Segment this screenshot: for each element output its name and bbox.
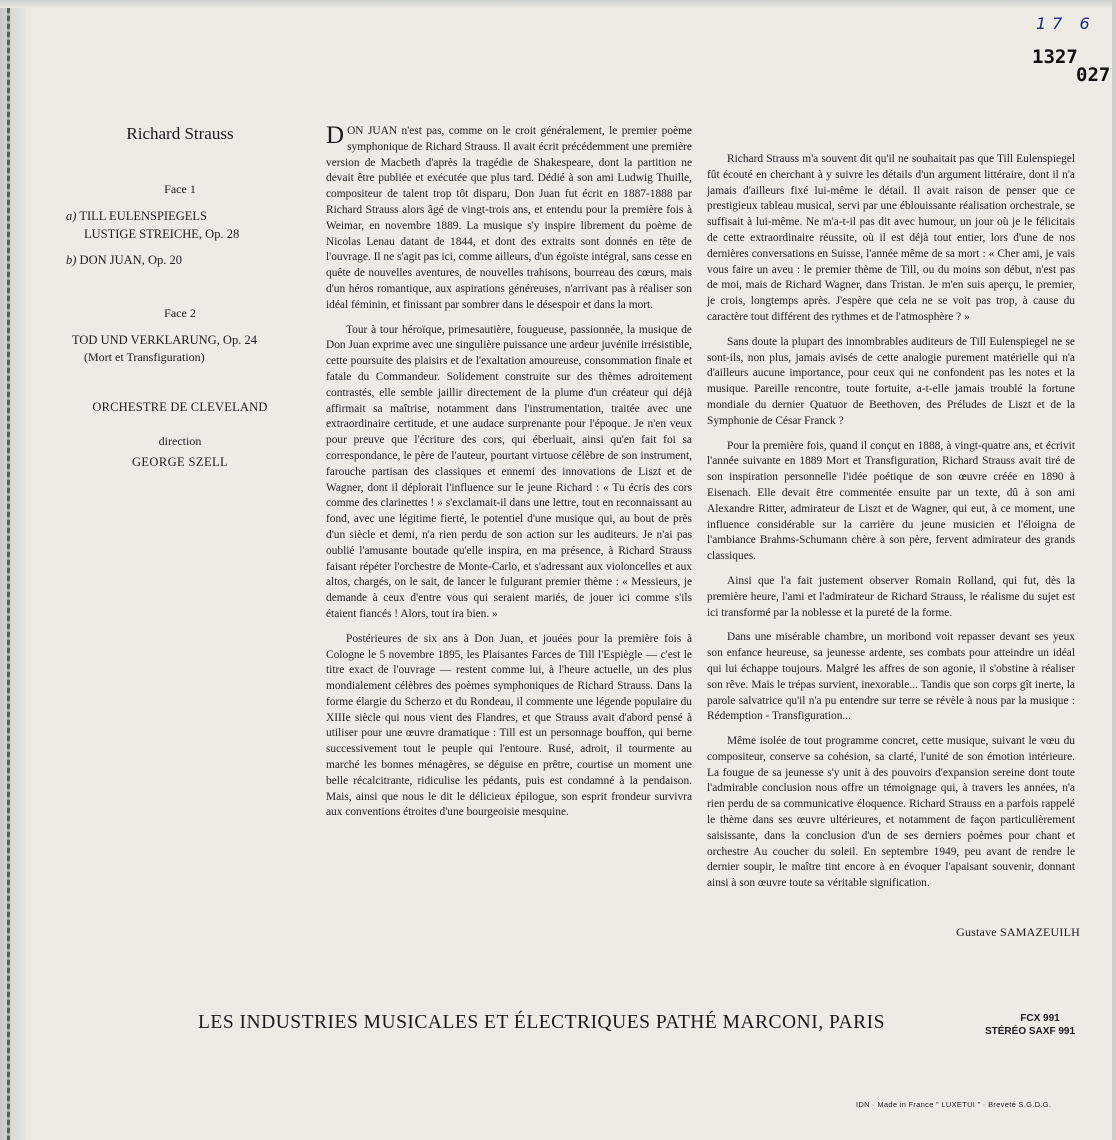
stamped-number-1: 1327 — [1032, 46, 1078, 68]
sleeve-spine-edge — [0, 0, 26, 1140]
track-a-line2 — [84, 226, 239, 243]
face-2-subtitle: (Mort et Transfiguration) — [84, 350, 205, 364]
track-a — [66, 208, 207, 225]
catalog-ref-stereo: STÉRÉO SAXF 991 — [984, 1026, 1076, 1037]
catalog-ref-mono: FCX 991 — [1020, 1013, 1060, 1024]
notes-column-right — [707, 152, 1075, 892]
scan-right-shadow — [1112, 0, 1116, 1140]
notes-text: n'est pas, comme on le croit généralement, le premier poème symphonique de Richard Strauss. Il avait écrit précédemment une première version de Macbeth d'après la tragédie de Shakespeare, dont la partition ne devait être publiée et exécutée que plus tard. Dédié à son ami Ludwig Thuille, compositeur de talent trop tôt disparu, Don Juan fut écrit en 1887-1888 par Richard Strauss alors âgé de vingt-trois ans, et entendu pour la première fois à Weimar, en novembre 1889. La musique s'y inspire librement du poème de Nicolas Lenau datant de 1844, et dont des extraits sont donnés en tête de l'ouvrage. Il ne s'agit pas ici, comme ailleurs, d'un égoïste intégral, sans cesse en quête de nouvelles aventures, de nouvelles trahisons, bourreau des cœurs, mais d'un héros romantique, aux aspirations généreuses, n'arrivant pas à réaliser son idéal féminin, et finissant par sombrer dans le désespoir et dans la mort. — [326, 125, 692, 311]
made-in-line: IDN · Made in France " LUXETUI " · Breveté S.G.D.G. — [856, 1100, 1052, 1109]
track-a-letter: a) — [66, 209, 77, 223]
notes-paragraph: Dans une misérable chambre, un moribond voit repasser devant ses yeux son enfance heureuse, sa jeunesse ardente, ses combats pour atteindre un idéal qui lui échappe toujours. Malgré les affres de son agonie, il s'obstine à réaliser son rêve. Mais le trépas survient, inexorable... Tandis que son corps gît inerte, la parole salvatrice qu'il n'a pu entendre sur terre se révèle à nous par la musique : Rédemption - Transfiguration... — [707, 631, 1075, 723]
track-b — [66, 252, 182, 269]
notes-paragraph: Sans doute la plupart des innombrables auditeurs de Till Eulenspiegel ne se sont-ils, non plus, jamais avisés de cette analogie purement matérielle qui n'a d'ailleurs aucune importance, pour ceux qui ne confondent pas les notes et la musique. Pareille rencontre, toute fortuite, a-t-elle jamais troublé la fortune mondiale du dernier Quatuor de Beethoven, des Préludes de Liszt et de la Symphonie de César Franck ? — [707, 335, 1075, 427]
face-2-heading: Face 2 — [164, 306, 196, 320]
conductor-name: GEORGE SZELL — [131, 455, 229, 469]
notes-paragraph: Ainsi que l'a fait justement observer Romain Rolland, qui fut, dès la première heure, l'ami et l'admirateur de Richard Strauss, le réalisme du sujet est ici transformé par la noblesse et la pureté de la forme. — [707, 574, 1075, 619]
orchestra-name: ORCHESTRE DE CLEVELAND — [92, 400, 268, 414]
notes-paragraph: Postérieures de six ans à Don Juan, et jouées pour la première fois à Cologne le 5 novembre 1895, les Plaisantes Farces de Till l'Espiègle — c'est le titre exact de l'ouvrage — restent comme lui, à l'heure actuelle, un des plus mondialement célèbres des poèmes symphoniques de Richard Strauss. Dans la forme élargie du Scherzo et du Rondeau, il commente une légende populaire du XIIIe siècle qui nous vient des Flandres, et que Strauss avait d'abord pensé à utiliser pour une œuvre dramatique : Till est un personnage bouffon, qui berne successivement tout le peuple qui l'entoure. Rusé, adroit, il tourmente au marché les bonnes ménagères, se déguise en prêtre, courtise un moment une belle récalcitrante, ridiculise les pédants, puis est condamné à la pendaison. Mais, ainsi que nous le dit le délicieux épilogue, son esprit frondeur survivra aux conventions étroites d'une bourgeoisie mesquine. — [326, 632, 692, 819]
drop-cap: D — [326, 122, 345, 149]
stamped-number-2: 027 — [1076, 64, 1111, 86]
author-signature: Gustave SAMAZEUILH — [956, 925, 1080, 939]
notes-paragraph: Richard Strauss m'a souvent dit qu'il ne souhaitait pas que Till Eulenspiegel fût écouté en cherchant à y suivre les détails d'un argument littéraire, dont il n'a jamais d'ailleurs fixé lui-même le détail. Il avait raison de penser que ce prestigieux tableau musical, servi par une éblouissante réalisation orchestrale, se suffisait à lui-même. Ne m'a-t-il pas dit avec humour, un jour où je le félicitais de cette extraordinaire réussite, où il est déjà tout entier, lors d'une de nos dernières conversations en Suisse, l'année même de sa mort : « Cher ami, je vais vous faire un aveu : le premier thème de Till, ou du moins son début, n'est pas de moi, mais de Richard Wagner, dans Tristan. Je m'en suis aperçu, le premier, je crois, longtemps après. J'espère que cela ne se voit pas trop, à cause du caractère tout différent des rythmes et de l'atmosphère ? » — [707, 153, 1075, 323]
notes-lead-in: ON JUAN — [347, 125, 398, 137]
face-2-track: TOD UND VERKLARUNG, Op. 24 — [72, 333, 257, 347]
publisher-line: LES INDUSTRIES MUSICALES ET ÉLECTRIQUES PATHÉ MARCONI, PARIS — [198, 1012, 885, 1033]
track-a-title-line1: TILL EULENSPIEGELS — [79, 209, 207, 223]
sleeve-spine-stripe — [7, 0, 10, 1140]
handwritten-note: 17 6 — [1036, 14, 1096, 33]
track-a-title-line2: LUSTIGE STREICHE, Op. 28 — [84, 227, 240, 241]
notes-paragraph: Même isolée de tout programme concret, cette musique, suivant le vœu du compositeur, conserve sa cohésion, sa clarté, l'unité de son émotion intérieure. La fougue de sa jeunesse s'y unit à des pouvoirs d'expansion sereine dont toute l'admirable conclusion nous offre un témoignage qui, à travers les années, n'a rien perdu de sa communicative éloquence. Richard Strauss en a parfois rappelé le thème dans ses œuvre ultérieures, et notamment de façon particulièrement saisissante, dans la conclusion d'un de ses derniers poèmes pour chant et orchestre Au coucher du soleil. En septembre 1949, peu avant de rendre le dernier soupir, le maître tint encore à en évoquer l'apaisant souvenir, donnant ainsi à son œuvre toute sa véritable signification. — [707, 735, 1075, 890]
notes-paragraph: Pour la première fois, quand il conçut en 1888, à vingt-quatre ans, et écrivit l'année suivante en 1889 Mort et Transfiguration, Richard Strauss avait tiré de son inspiration personnelle l'idée poétique de son œuvre créée en 1890 à Eisenach. Elle devait être commentée ensuite par un texte, dû à son ami Alexandre Ritter, admirateur de Liszt et de Wagner, qui eut, à ce moment, une influence considérable sur la carrière du jeune musicien et l'éloigna de l'ambiance Brahms-Schumann chère à son père, fervent admirateur des grands classiques. — [707, 439, 1075, 563]
track-b-title: DON JUAN, Op. 20 — [79, 253, 182, 267]
track-b-letter: b) — [66, 253, 77, 267]
face-1-heading: Face 1 — [164, 182, 196, 196]
notes-paragraph: Tour à tour héroïque, primesautière, fougueuse, passionnée, la musique de Don Juan exprime avec une singulière puissance une ardeur juvénile irrésistible, cette poursuite des plaisirs et de l'exaltation amoureuse, consommation finale et fatale du Commandeur. Solidement construite sur des thèmes adroitement contrastés, elle semble jaillir directement de la plume d'un créateur qui déjà affirmait sa maîtrise, notamment dans l'instrumentation, traitée avec une extraordinaire certitude, et une audace surprenante pour l'époque. Je n'en veux pour preuve que l'écriture des cors, qui éberluait, ainsi qu'en fait foi sa correspondance, le père de l'auteur, pourtant virtuose célèbre de son instrument, farouche partisan des classiques et ennemi des innovations de Liszt et de Wagner, dont il déplorait l'influence sur le jeune Richard : « Tu écris des cors comme des clarinettes ! » s'exclamait-il dans une lettre, tout en reconnaissant au fond, avec une légitime fierté, le potentiel d'une musique qui, au bout de près d'un siècle et demi, n'a rien perdu de son action sur les auditeurs. Je n'ai pas oublié l'amusante boutade qu'elle inspira, en ma présence, à Richard Strauss faisant répéter l'orchestre de Monte-Carlo, et s'adressant aux violoncelles et aux altos, chargés, on le sait, de lancer le fulgurant premier thème : « Messieurs, je demande à ceux d'entre vous qui seraient mariés, de jouer ici comme s'ils étaient fiancés ! Alors, tout ira bien. » — [326, 323, 692, 620]
composer-name: Richard Strauss — [126, 124, 234, 143]
direction-label: direction — [158, 434, 202, 448]
notes-paragraph — [326, 124, 692, 314]
notes-column-middle — [326, 124, 692, 821]
scan-top-shadow — [0, 0, 1116, 8]
